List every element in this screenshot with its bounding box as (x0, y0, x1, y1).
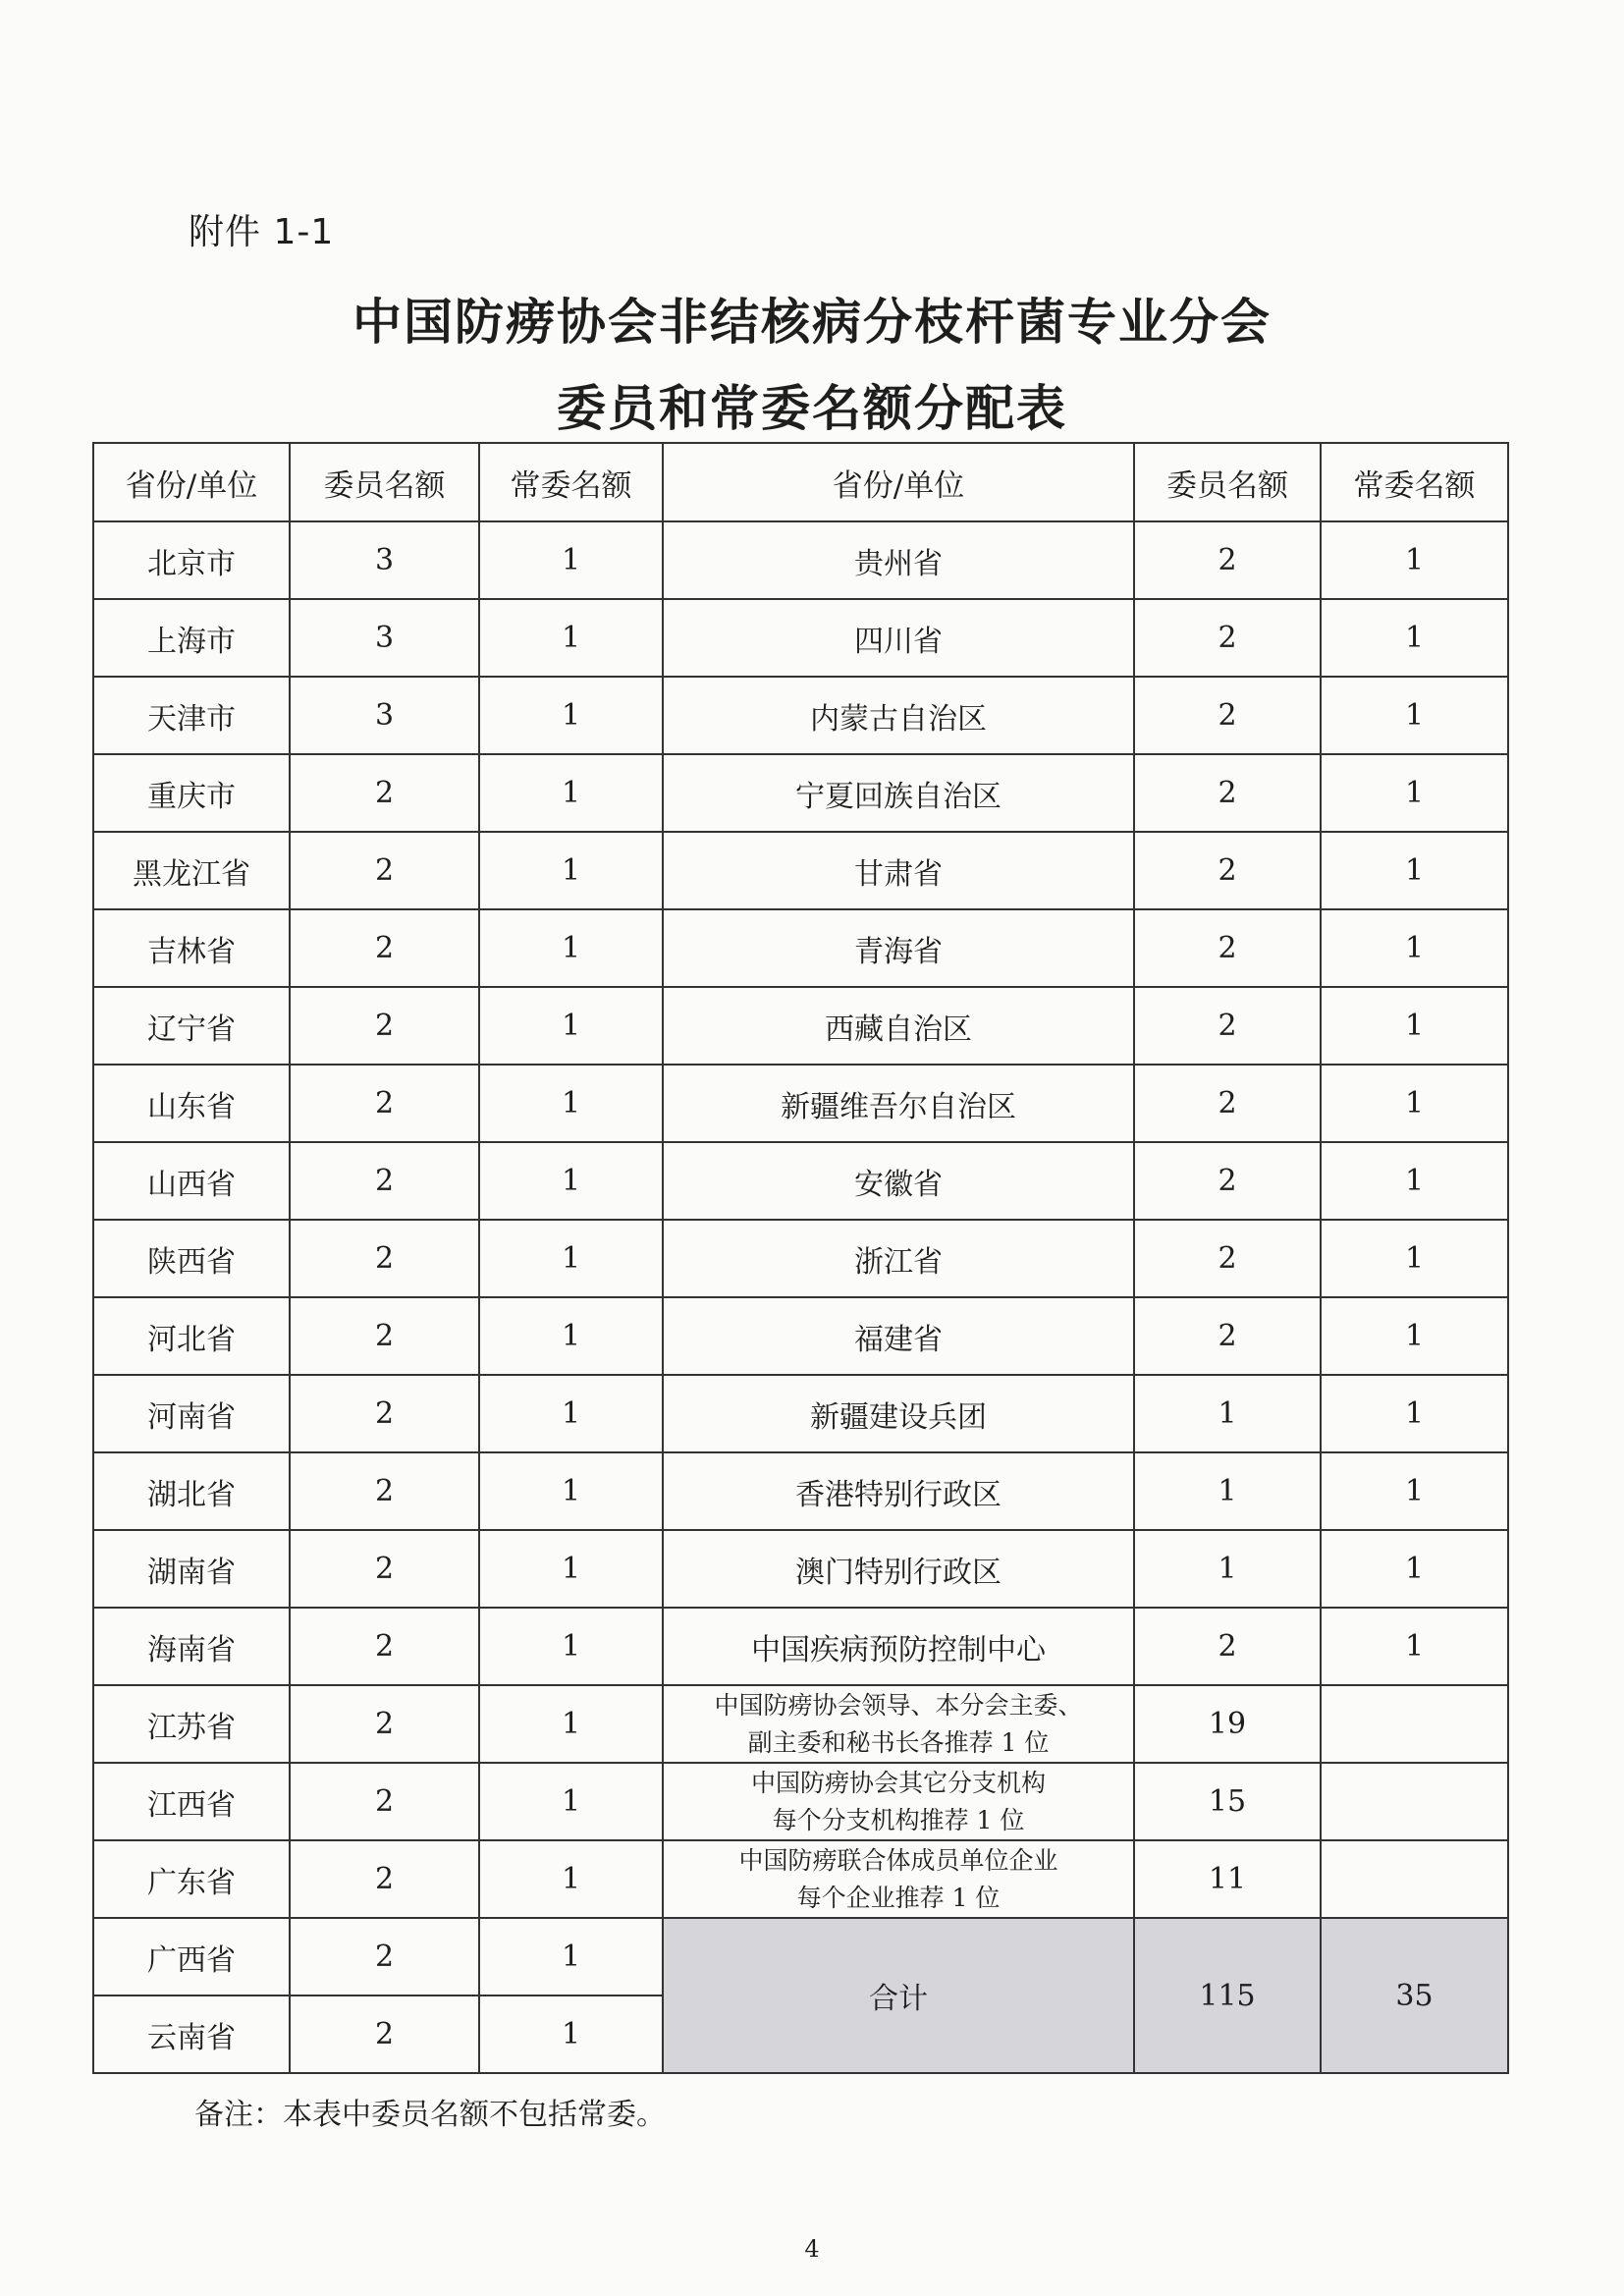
member-quota-cell: 2 (1134, 987, 1321, 1065)
document-title: 中国防痨协会非结核病分枝杆菌专业分会 (352, 294, 1272, 351)
table-row (93, 1297, 1508, 1375)
table-row (93, 987, 1508, 1065)
unit-name-cell: 湖南省 (93, 1530, 290, 1608)
total-members-cell: 115 (1134, 1918, 1321, 2073)
standing-quota-cell: 1 (1321, 1220, 1508, 1297)
standing-quota-cell: 1 (479, 1297, 663, 1375)
table-row (93, 1065, 1508, 1142)
unit-name-cell: 河南省 (93, 1375, 290, 1452)
standing-quota-cell: 1 (1321, 1452, 1508, 1530)
unit-name-cell: 福建省 (663, 1297, 1134, 1375)
member-quota-cell: 2 (290, 1608, 479, 1685)
unit-name-cell: 内蒙古自治区 (663, 677, 1134, 754)
unit-name-cell: 山西省 (93, 1142, 290, 1220)
unit-name-cell: 中国防痨联合体成员单位企业 每个企业推荐 1 位 (663, 1840, 1134, 1918)
table-row (93, 1452, 1508, 1530)
member-quota-cell: 15 (1134, 1763, 1321, 1840)
member-quota-cell: 2 (290, 1065, 479, 1142)
table-row (93, 1220, 1508, 1297)
total-label-cell: 合计 (663, 1918, 1134, 2073)
unit-name-cell: 中国疾病预防控制中心 (663, 1608, 1134, 1685)
standing-quota-cell (1321, 1840, 1508, 1918)
standing-quota-cell: 1 (479, 1763, 663, 1840)
standing-quota-cell: 1 (479, 1142, 663, 1220)
member-quota-cell: 2 (290, 909, 479, 987)
footnote: 备注：本表中委员名额不包括常委。 (194, 2098, 666, 2132)
page-number: 4 (804, 2235, 820, 2263)
table-row (93, 1608, 1508, 1685)
unit-name-cell: 上海市 (93, 599, 290, 677)
unit-name-cell: 甘肃省 (663, 832, 1134, 909)
unit-name-cell: 宁夏回族自治区 (663, 754, 1134, 832)
member-quota-cell: 2 (1134, 521, 1321, 599)
standing-quota-cell: 1 (1321, 1530, 1508, 1608)
standing-quota-cell: 1 (479, 754, 663, 832)
standing-quota-cell (1321, 1685, 1508, 1763)
table-row (93, 677, 1508, 754)
standing-quota-cell: 1 (1321, 754, 1508, 832)
table-row (93, 1530, 1508, 1608)
table-row (93, 599, 1508, 677)
table-row (93, 832, 1508, 909)
column-header: 常委名额 (479, 443, 663, 521)
member-quota-cell: 2 (290, 1685, 479, 1763)
member-quota-cell: 3 (290, 599, 479, 677)
unit-name-cell: 辽宁省 (93, 987, 290, 1065)
unit-name-cell: 青海省 (663, 909, 1134, 987)
member-quota-cell: 2 (290, 1995, 479, 2073)
table-row (93, 1685, 1508, 1763)
standing-quota-cell: 1 (479, 1220, 663, 1297)
unit-name-cell: 中国防痨协会其它分支机构 每个分支机构推荐 1 位 (663, 1763, 1134, 1840)
standing-quota-cell: 1 (1321, 1065, 1508, 1142)
standing-quota-cell: 1 (479, 909, 663, 987)
standing-quota-cell: 1 (479, 1375, 663, 1452)
standing-quota-cell: 1 (479, 677, 663, 754)
standing-quota-cell: 1 (1321, 909, 1508, 987)
standing-quota-cell: 1 (1321, 832, 1508, 909)
standing-quota-cell: 1 (1321, 1608, 1508, 1685)
member-quota-cell: 1 (1134, 1375, 1321, 1452)
column-header: 委员名额 (1134, 443, 1321, 521)
table-row (93, 1763, 1508, 1840)
table-row (93, 909, 1508, 987)
column-header: 省份/单位 (663, 443, 1134, 521)
standing-quota-cell: 1 (1321, 677, 1508, 754)
table-row (93, 754, 1508, 832)
standing-quota-cell: 1 (479, 1840, 663, 1918)
standing-quota-cell: 1 (479, 1065, 663, 1142)
member-quota-cell: 19 (1134, 1685, 1321, 1763)
standing-quota-cell: 1 (1321, 987, 1508, 1065)
total-standing-cell: 35 (1321, 1918, 1508, 2073)
standing-quota-cell: 1 (479, 1452, 663, 1530)
unit-name-cell: 江苏省 (93, 1685, 290, 1763)
standing-quota-cell: 1 (479, 1530, 663, 1608)
column-header: 省份/单位 (93, 443, 290, 521)
member-quota-cell: 2 (290, 1452, 479, 1530)
unit-name-cell: 浙江省 (663, 1220, 1134, 1297)
member-quota-cell: 2 (290, 1297, 479, 1375)
unit-name-cell: 新疆维吾尔自治区 (663, 1065, 1134, 1142)
member-quota-cell: 1 (1134, 1452, 1321, 1530)
unit-name-cell: 中国防痨协会领导、本分会主委、 副主委和秘书长各推荐 1 位 (663, 1685, 1134, 1763)
standing-quota-cell: 1 (479, 1608, 663, 1685)
table-row (93, 521, 1508, 599)
member-quota-cell: 2 (1134, 1297, 1321, 1375)
unit-name-cell: 贵州省 (663, 521, 1134, 599)
member-quota-cell: 2 (290, 754, 479, 832)
member-quota-cell: 11 (1134, 1840, 1321, 1918)
member-quota-cell: 2 (290, 1375, 479, 1452)
member-quota-cell: 2 (1134, 677, 1321, 754)
standing-quota-cell: 1 (1321, 1142, 1508, 1220)
column-header: 常委名额 (1321, 443, 1508, 521)
standing-quota-cell: 1 (479, 987, 663, 1065)
standing-quota-cell: 1 (479, 521, 663, 599)
table-row (93, 1375, 1508, 1452)
allocation-table (92, 442, 1509, 2074)
unit-name-cell: 澳门特别行政区 (663, 1530, 1134, 1608)
unit-name-cell: 四川省 (663, 599, 1134, 677)
table-row (93, 1840, 1508, 1918)
standing-quota-cell (1321, 1763, 1508, 1840)
member-quota-cell: 2 (1134, 832, 1321, 909)
unit-name-cell: 安徽省 (663, 1142, 1134, 1220)
member-quota-cell: 2 (290, 1142, 479, 1220)
member-quota-cell: 1 (1134, 1530, 1321, 1608)
member-quota-cell: 2 (1134, 909, 1321, 987)
unit-name-cell: 陕西省 (93, 1220, 290, 1297)
unit-name-cell: 北京市 (93, 521, 290, 599)
member-quota-cell: 2 (1134, 1608, 1321, 1685)
member-quota-cell: 3 (290, 677, 479, 754)
unit-name-cell: 西藏自治区 (663, 987, 1134, 1065)
standing-quota-cell: 1 (1321, 1297, 1508, 1375)
unit-name-cell: 天津市 (93, 677, 290, 754)
table-row (93, 1918, 1508, 1995)
standing-quota-cell: 1 (1321, 1375, 1508, 1452)
member-quota-cell: 2 (1134, 1142, 1321, 1220)
standing-quota-cell: 1 (479, 832, 663, 909)
document-subtitle: 委员和常委名额分配表 (557, 380, 1067, 437)
column-header: 委员名额 (290, 443, 479, 521)
unit-name-cell: 新疆建设兵团 (663, 1375, 1134, 1452)
unit-name-cell: 香港特别行政区 (663, 1452, 1134, 1530)
table-header-row (93, 443, 1508, 521)
unit-name-cell: 广西省 (93, 1918, 290, 1995)
member-quota-cell: 2 (1134, 1065, 1321, 1142)
member-quota-cell: 2 (1134, 599, 1321, 677)
unit-name-cell: 吉林省 (93, 909, 290, 987)
standing-quota-cell: 1 (1321, 521, 1508, 599)
member-quota-cell: 2 (290, 1918, 479, 1995)
unit-name-cell: 湖北省 (93, 1452, 290, 1530)
standing-quota-cell: 1 (479, 1685, 663, 1763)
unit-name-cell: 广东省 (93, 1840, 290, 1918)
member-quota-cell: 2 (290, 1530, 479, 1608)
unit-name-cell: 黑龙江省 (93, 832, 290, 909)
standing-quota-cell: 1 (1321, 599, 1508, 677)
standing-quota-cell: 1 (479, 599, 663, 677)
unit-name-cell: 海南省 (93, 1608, 290, 1685)
attachment-label: 附件 1-1 (189, 212, 335, 252)
member-quota-cell: 2 (1134, 1220, 1321, 1297)
standing-quota-cell: 1 (479, 1995, 663, 2073)
unit-name-cell: 河北省 (93, 1297, 290, 1375)
member-quota-cell: 2 (290, 832, 479, 909)
table-row (93, 1142, 1508, 1220)
member-quota-cell: 2 (1134, 754, 1321, 832)
standing-quota-cell: 1 (479, 1918, 663, 1995)
unit-name-cell: 云南省 (93, 1995, 290, 2073)
member-quota-cell: 2 (290, 987, 479, 1065)
member-quota-cell: 2 (290, 1840, 479, 1918)
unit-name-cell: 山东省 (93, 1065, 290, 1142)
unit-name-cell: 重庆市 (93, 754, 290, 832)
member-quota-cell: 2 (290, 1220, 479, 1297)
member-quota-cell: 2 (290, 1763, 479, 1840)
member-quota-cell: 3 (290, 521, 479, 599)
unit-name-cell: 江西省 (93, 1763, 290, 1840)
